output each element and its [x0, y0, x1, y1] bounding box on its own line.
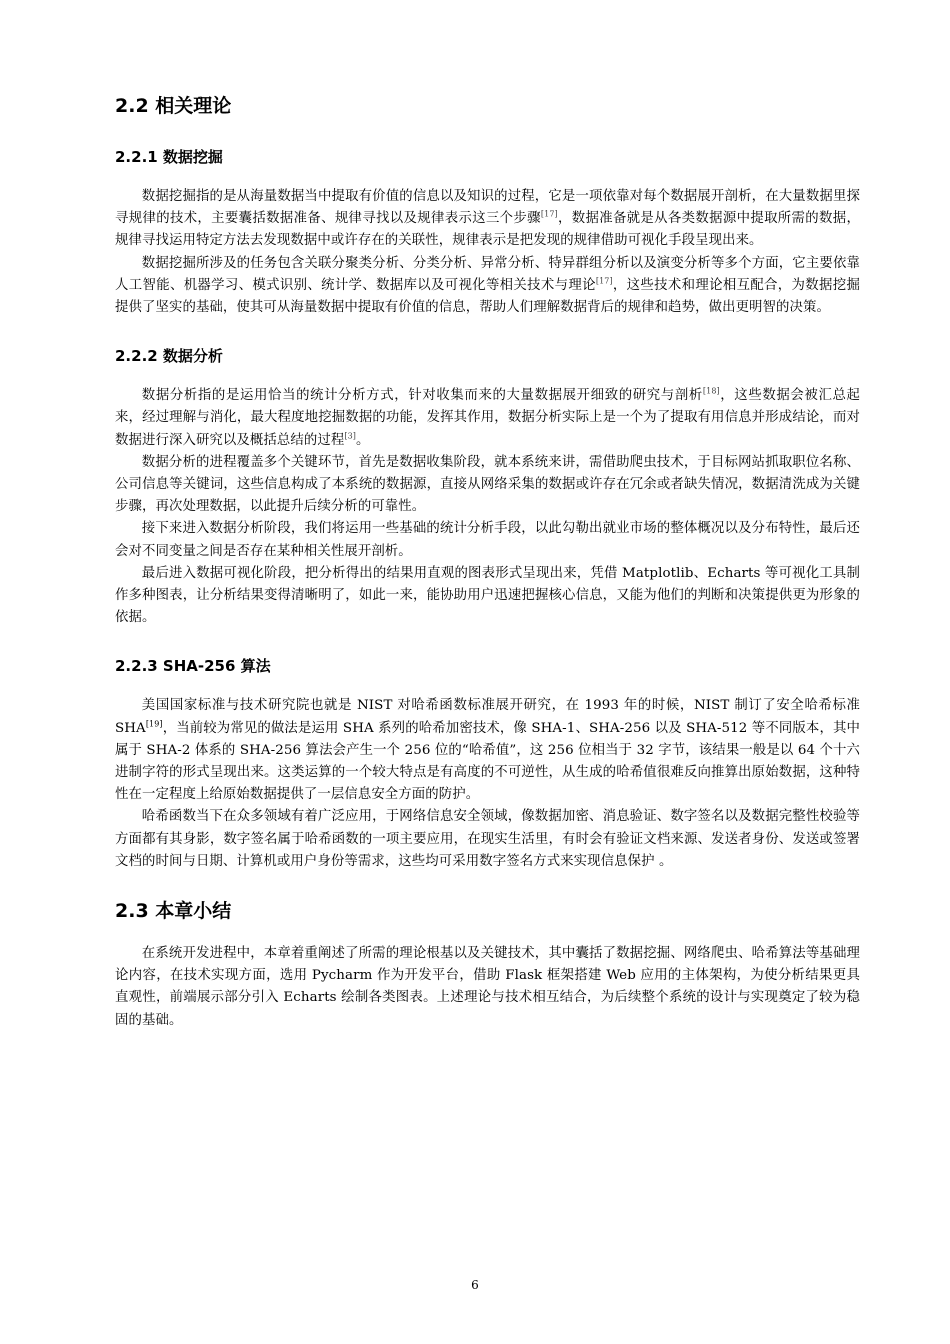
text-run: ，当前较为常见的做法是运用 SHA 系列的哈希加密技术，像 SHA-1、SHA-256 以及 SHA-512 等不同版本，其中属于 SHA-2 体系的 SHA-256 算法会产生一个 256 位的“哈希值”，这 256 位相当于 32 字节，该结果一般是以 64 个十六进制字符的形式呈现出来。这类运算的一个较大特点是有高度的不可逆性，从生成的哈希值很难反向推算出原始数据，这种特性在一定程度上给原始数据提供了一层信息安全方面的防护。 [115, 720, 860, 803]
text-run: 美国国家标准与技术研究院也就是 NIST 对哈希函数标准展开研究，在 1993 年的时候，NIST 制订了安全哈希标准 SHA [115, 698, 860, 736]
text-run: 。 [355, 432, 370, 448]
text-run: 数据分析指的是运用恰当的统计分析方式，针对收集而来的大量数据展开细致的研究与剖析 [141, 388, 703, 404]
section-heading-2-3: 2.3 本章小结 [115, 900, 232, 923]
text-run: ，这些数据会被汇总起来，经过理解与消化，最大程度地挖掘数据的功能，发挥其作用，数据分析实际上是一个为了提取有用信息并形成结论，而对数据进行深入研究以及概括总结的过程 [115, 388, 861, 448]
citation: [18] [702, 386, 720, 396]
paragraph-sha256-1 [115, 695, 860, 806]
citation: [19] [145, 719, 163, 729]
paragraph-data-analysis-2: 数据分析的进程覆盖多个关键环节，首先是数据收集阶段，就本系统来讲，需借助爬虫技术，于目标网站抓取职位名称、公司信息等关键词，这些信息构成了本系统的数据源，直接从网络采集的数据或许存在冗余或者缺失情况，数据清洗成为关键步骤，再次处理数据，以此提升后续分析的可靠性。 [115, 454, 860, 515]
paragraph-data-analysis-1 [115, 385, 860, 452]
page-content [115, 86, 860, 1032]
section-heading-2-2: 2.2 相关理论 [115, 95, 232, 117]
text-run: ，数据准备就是从各类数据源中提取所需的数据，规律寻找运用特定方法去发现数据中或许存在的关联性，规律表示是把发现的规律借助可视化手段呈现出来。 [115, 211, 860, 249]
paragraph-data-analysis-3: 接下来进入数据分析阶段，我们将运用一些基础的统计分析手段，以此勾勒出就业市场的整体概况以及分布特性，最后还会对不同变量之间是否存在某种相关性展开剖析。 [115, 521, 860, 559]
text-run: ，这些技术和理论相互配合，为数据挖掘提供了坚实的基础，使其可从海量数据中提取有价值的信息，帮助人们理解数据背后的规律和趋势，做出更明智的决策。 [115, 277, 860, 316]
paragraph-summary: 在系统开发进程中，本章着重阐述了所需的理论根基以及关键技术，其中囊括了数据挖掘、网络爬虫、哈希算法等基础理论内容，在技术实现方面，选用 Pycharm 作为开发平台，借助 Flask 框架搭建 Web 应用的主体架构，为使分析结果更具直观性，前端展示部分引入 Echarts 绘制各类图表。上述理论与技术相互结合，为后续整个系统的设计与实现奠定了较为稳固的基础。 [115, 946, 860, 1028]
text-run: 数据挖掘所涉及的任务包含关联分聚类分析、分类分析、异常分析、特异群组分析以及演变分析等多个方面，它主要依靠人工智能、机器学习、模式识别、统计学、数据库以及可视化等相关技术与理论 [115, 255, 860, 293]
paragraph-data-mining-2 [115, 253, 860, 320]
subsection-heading-2-2-3: 2.2.3 SHA-256 算法 [115, 657, 271, 676]
citation: [17] [540, 209, 558, 219]
citation: [17] [595, 276, 613, 286]
paragraph-data-analysis-4: 最后进入数据可视化阶段，把分析得出的结果用直观的图表形式呈现出来，凭借 Matplotlib、Echarts 等可视化工具制作多种图表，让分析结果变得清晰明了，如此一来，能协助用户迅速把握核心信息，又能为他们的判断和决策提供更为形象的依据。 [115, 565, 860, 626]
page-number: 6 [471, 1278, 479, 1292]
paragraph-sha256-2: 哈希函数当下在众多领域有着广泛应用，于网络信息安全领域，像数据加密、消息验证、数字签名以及数据完整性校验等方面都有其身影，数字签名属于哈希函数的一项主要应用，在现实生活里，有时会有验证文档来源、发送者身份、发送或签署文档的时间与日期、计算机或用户身份等需求，这些均可采用数字签名方式来实现信息保护 。 [115, 809, 860, 869]
paragraph-data-mining-1 [115, 186, 860, 253]
subsection-heading-2-2-2: 2.2.2 数据分析 [115, 347, 223, 366]
subsection-heading-2-2-1: 2.2.1 数据挖掘 [115, 148, 223, 166]
citation: [3] [344, 431, 356, 441]
text-run: 数据挖掘指的是从海量数据当中提取有价值的信息以及知识的过程，它是一项依靠对每个数据展开剖析，在大量数据里探寻规律的技术，主要囊括数据准备、规律寻找以及规律表示这三个步骤 [115, 189, 860, 227]
